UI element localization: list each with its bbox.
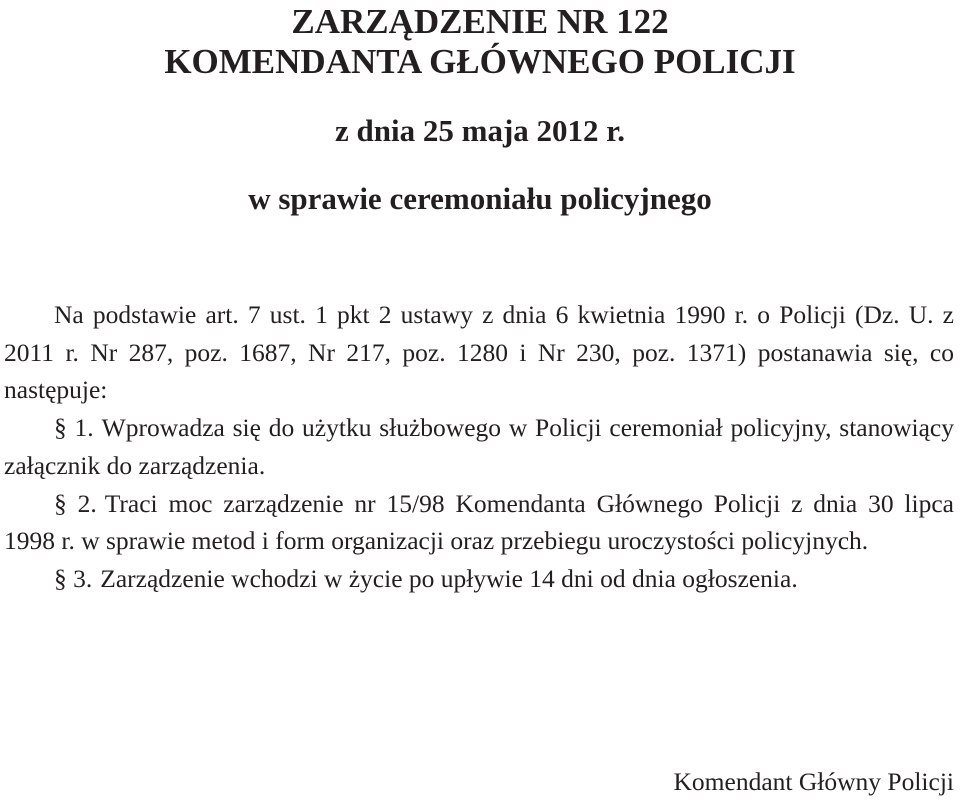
section-3-text: Zarządzenie wchodzi w życie po upływie 14 dni od dnia ogłoszenia.	[100, 563, 798, 593]
document-date: z dnia 25 maja 2012 r.	[335, 113, 625, 148]
section-2	[4, 485, 954, 560]
section-1	[4, 409, 954, 484]
document-title-line1: ZARZĄDZENIE NR 122	[291, 2, 669, 41]
document-body	[4, 296, 954, 598]
section-1-mark: § 1.	[54, 413, 94, 443]
section-2-text: Traci moc zarządzenie nr 15/98 Komendanta Głównego Policji z dnia 30 lipca 1998 r. w sprawie metod i form organizacji oraz przebiegu uroczystości policyjnych.	[4, 488, 954, 556]
preamble-paragraph: Na podstawie art. 7 ust. 1 pkt 2 ustawy z dnia 6 kwietnia 1990 r. o Policji (Dz. U. z 2011 r. Nr 287, poz. 1687, Nr 217, poz. 1280 i Nr 230, poz. 1371) postanawia się, co następuje:	[4, 300, 954, 405]
section-3	[4, 560, 954, 598]
section-1-text: Wprowadza się do użytku służbowego w Policji ceremoniał policyjny, stanowiący załącznik do zarządzenia.	[4, 413, 955, 480]
document-title-line2: KOMENDANTA GŁÓWNEGO POLICJI	[164, 42, 796, 81]
document-subject: w sprawie ceremoniału policyjnego	[248, 181, 712, 216]
section-3-mark: § 3.	[54, 563, 93, 593]
section-2-mark: § 2.	[54, 488, 97, 518]
signature: Komendant Główny Policji	[673, 767, 954, 796]
